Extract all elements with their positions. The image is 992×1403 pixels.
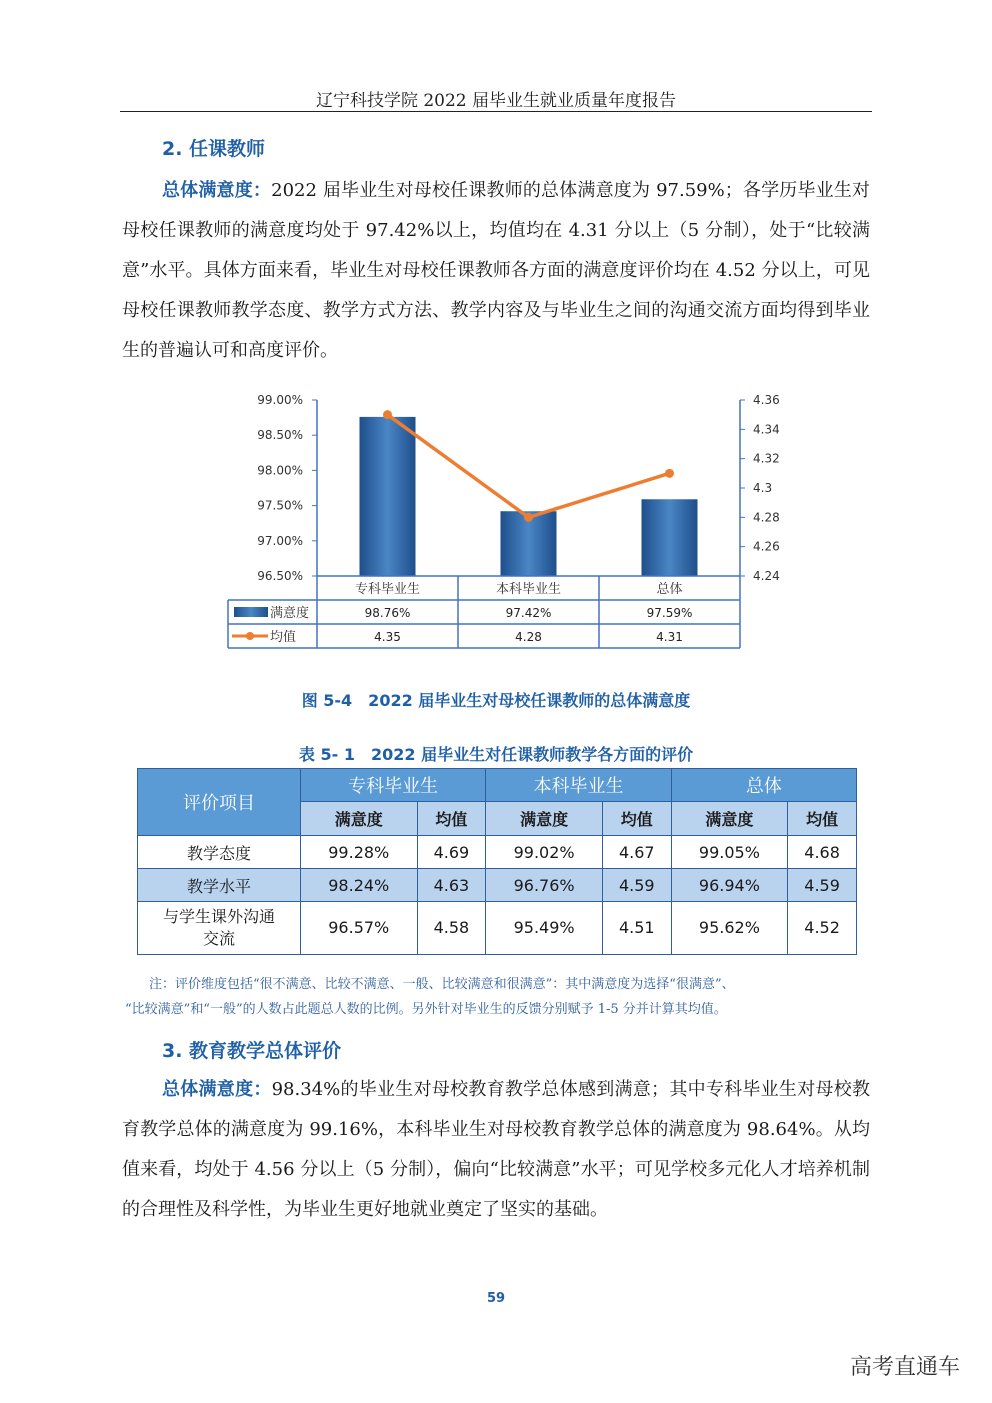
note-line: 注：评价维度包括“很不满意、比较不满意、一般、比较满意和很满意”：其中满意度为选择“很满意”、 <box>149 977 735 992</box>
category-label: 本科毕业生 <box>495 582 562 597</box>
satisfaction-chart <box>0 0 992 680</box>
page-number: 59 <box>486 1291 506 1306</box>
legend-bar-swatch <box>234 607 268 617</box>
paragraph-body: 2022 届毕业生对母校任课教师的总体满意度为 97.59%；各学历毕业生对母校任课教师的满意度均处于 97.42%以上，均值均在 4.31 分以上（5 分制），处于“比较满意”水平。具体方面来看，毕业生对母校任课教师各方面的满意度评价均在 4.52 分以上，可见母校任课教师教学态度、教学方式方法、教学内容及与毕业生之间的沟通交流方面均得到毕业生的普遍认可和高度评价。 <box>122 180 871 361</box>
line-data-label: 4.28 <box>515 630 542 644</box>
line-data-label: 4.31 <box>656 630 683 644</box>
bar-专科毕业生 <box>360 417 416 576</box>
left-axis-tick-label: 97.00% <box>257 533 303 548</box>
group-header-overall: 总体 <box>671 769 856 802</box>
right-axis-tick-label: 4.34 <box>753 422 780 437</box>
right-axis-tick-label: 4.24 <box>753 569 780 583</box>
bar-data-label: 97.59% <box>646 606 693 620</box>
group-header-junior: 专科毕业生 <box>301 769 486 802</box>
table-cell: 99.28% <box>301 836 418 869</box>
table-cell: 4.69 <box>417 836 486 869</box>
section-overall-paragraph <box>122 1070 870 1230</box>
table-cell: 4.51 <box>602 902 671 955</box>
table-cell: 4.59 <box>788 869 857 902</box>
group-header-undergrad: 本科毕业生 <box>486 769 671 802</box>
paragraph-lead: 总体满意度： <box>162 1079 272 1100</box>
row-label: 教学态度 <box>138 836 301 869</box>
table-note <box>125 972 865 1022</box>
left-axis-tick-label: 98.00% <box>257 463 303 478</box>
right-axis-tick-label: 4.36 <box>753 393 780 407</box>
legend-line-marker <box>246 632 254 640</box>
table-cell: 96.94% <box>671 869 788 902</box>
paragraph-body: 98.34%的毕业生对母校教育教学总体感到满意；其中专科毕业生对母校教育教学总体的满意度为 99.16%，本科毕业生对母校教育教学总体的满意度为 98.64%。从均值来看，均处于 4.56 分以上（5 分制），偏向“比较满意”水平；可见学校多元化人才培养机制的合理性及科学性，为毕业生更好地就业奠定了坚实的基础。 <box>122 1079 870 1220</box>
table-row <box>138 902 857 955</box>
table-row <box>138 869 857 902</box>
sub-header-satisfaction: 满意度 <box>486 802 603 836</box>
section-heading-overall-teaching: 3. 教育教学总体评价 <box>162 1040 342 1062</box>
table-cell: 4.58 <box>417 902 486 955</box>
table-corner-header: 评价项目 <box>138 769 301 836</box>
table-cell: 95.49% <box>486 902 603 955</box>
row-label: 教学水平 <box>138 869 301 902</box>
row-label-line: 交流 <box>202 929 235 948</box>
bar-总体 <box>642 499 698 576</box>
table-cell: 4.67 <box>602 836 671 869</box>
legend-bar-label: 满意度 <box>270 606 310 621</box>
sub-header-mean: 均值 <box>602 802 671 836</box>
table-cell: 4.68 <box>788 836 857 869</box>
figure-caption: 图 5-4 2022 届毕业生对母校任课教师的总体满意度 <box>301 691 691 710</box>
mean-point-本科毕业生 <box>524 513 533 522</box>
sub-header-satisfaction: 满意度 <box>671 802 788 836</box>
left-axis-tick-label: 99.00% <box>257 393 303 407</box>
legend-line-label: 均值 <box>270 630 297 645</box>
table-cell: 96.76% <box>486 869 603 902</box>
bar-data-label: 98.76% <box>364 606 411 620</box>
category-label: 专科毕业生 <box>354 582 421 597</box>
section-heading-teachers: 2. 任课教师 <box>162 138 266 160</box>
bar-data-label: 97.42% <box>505 606 552 620</box>
table-cell: 4.63 <box>417 869 486 902</box>
right-axis-tick-label: 4.28 <box>753 510 780 525</box>
sub-header-satisfaction: 满意度 <box>301 802 418 836</box>
table-row <box>138 836 857 869</box>
mean-series-line <box>388 415 670 518</box>
table-cell: 95.62% <box>671 902 788 955</box>
table-cell: 98.24% <box>301 869 418 902</box>
watermark-text: 高考直通车 <box>849 1355 960 1380</box>
table-cell: 96.57% <box>301 902 418 955</box>
left-axis-tick-label: 98.50% <box>257 428 303 443</box>
mean-point-专科毕业生 <box>383 410 392 419</box>
table-cell: 99.02% <box>486 836 603 869</box>
evaluation-table <box>137 768 857 955</box>
row-label-line: 与学生课外沟通 <box>162 907 275 926</box>
note-line: “比较满意”和“一般”的人数占此题总人数的比例。另外针对毕业生的反馈分别赋予 1-5 分并计算其均值。 <box>125 1002 727 1017</box>
sub-header-mean: 均值 <box>788 802 857 836</box>
paragraph-lead: 总体满意度： <box>162 180 272 201</box>
row-label <box>138 902 301 955</box>
sub-header-mean: 均值 <box>417 802 486 836</box>
table-cell: 99.05% <box>671 836 788 869</box>
table-cell: 4.52 <box>788 902 857 955</box>
mean-point-总体 <box>665 469 674 478</box>
page-header-title: 辽宁科技学院 2022 届毕业生就业质量年度报告 <box>315 91 677 111</box>
right-axis-tick-label: 4.26 <box>753 539 780 554</box>
left-axis-tick-label: 96.50% <box>257 569 303 583</box>
left-axis-tick-label: 97.50% <box>257 498 303 513</box>
right-axis-tick-label: 4.32 <box>753 451 780 466</box>
line-data-label: 4.35 <box>374 630 401 644</box>
table-cell: 4.59 <box>602 869 671 902</box>
right-axis-tick-label: 4.3 <box>753 481 773 495</box>
table-caption: 表 5- 1 2022 届毕业生对任课教师教学各方面的评价 <box>298 745 694 764</box>
category-label: 总体 <box>656 582 683 597</box>
